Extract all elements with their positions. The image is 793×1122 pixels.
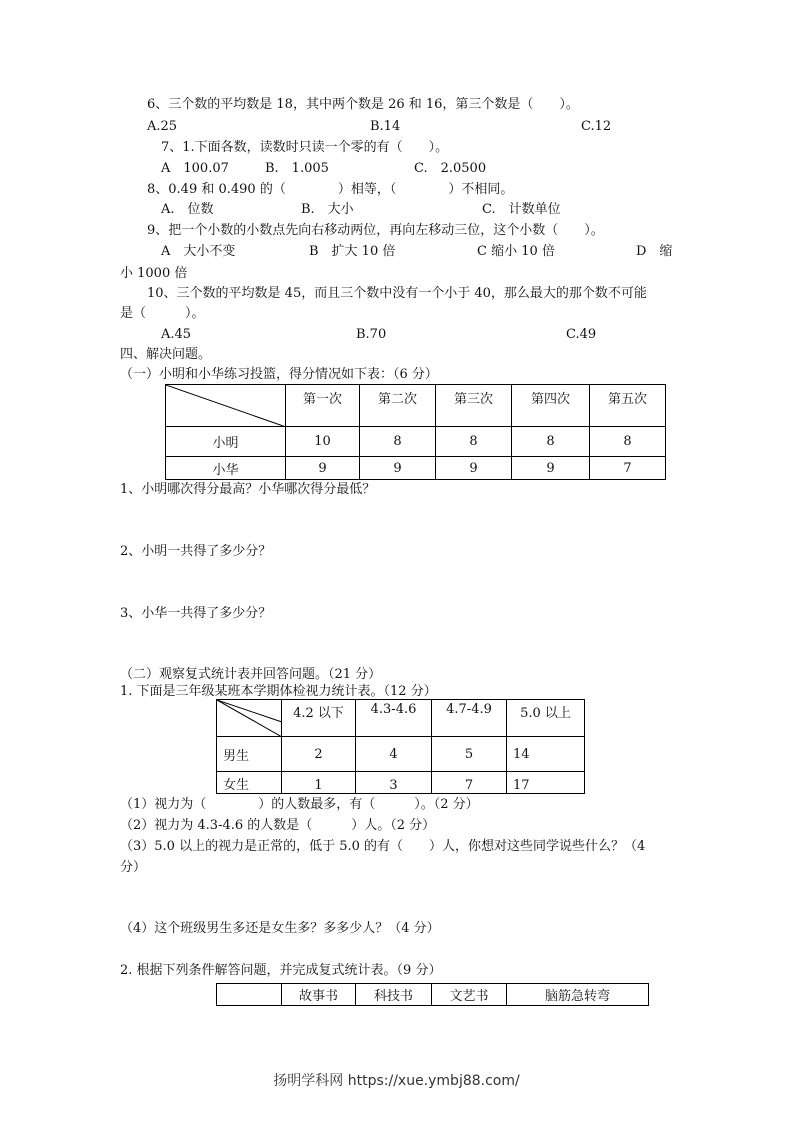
table-cell: 9 [436, 457, 512, 480]
table-header: 第一次 [286, 385, 360, 427]
table-cell: 10 [286, 427, 360, 457]
q6-text: 6、三个数的平均数是 18，其中两个数是 26 和 16，第三个数是（ ）。 [147, 97, 579, 112]
diagonal-lines-icon [217, 700, 282, 737]
part2-subquestion-1: （1）视力为（ ）的人数最多，有（ ）。（2 分） [120, 797, 479, 812]
table-cell: 7 [432, 772, 507, 794]
part1-intro: （一）小明和小华练习投篮，得分情况如下表：（6 分） [120, 367, 438, 382]
table-header: 5.0 以上 [507, 700, 585, 737]
table-cell: 8 [512, 427, 590, 457]
table-row [217, 737, 585, 772]
q7-option-a: A 100.07 [161, 161, 229, 176]
table-row [217, 772, 585, 794]
part1-question-3: 3、小华一共得了多少分？ [120, 606, 272, 621]
q8-option-c: C. 计数单位 [482, 202, 561, 217]
table-header: 脑筋急转弯 [507, 984, 649, 1006]
table-cell: 8 [590, 427, 666, 457]
table-cell: 1 [282, 772, 356, 794]
part1-question-1: 1、小明哪次得分最高？小华哪次得分最低？ [120, 482, 376, 497]
table-header: 科技书 [356, 984, 432, 1006]
table-cell: 4 [356, 737, 432, 772]
q7-text: 7、1.下面各数，读数时只读一个零的有（ ）。 [161, 140, 449, 155]
table-cell: 5 [432, 737, 507, 772]
page-footer: 扬明学科网 https://xue.ymbj88.com/ [273, 1073, 520, 1089]
q9-option-b: B 扩大 10 倍 [309, 244, 396, 259]
q7-option-b: B. 1.005 [265, 161, 329, 176]
table-cell: 17 [507, 772, 585, 794]
table-row [166, 457, 666, 480]
q10-option-a: A.45 [161, 327, 192, 342]
q6-option-b: B.14 [370, 119, 401, 134]
q10-option-c: C.49 [566, 327, 597, 342]
table-header: 第三次 [436, 385, 512, 427]
table-header: 4.7-4.9 [432, 700, 507, 737]
row-label: 男生 [217, 737, 282, 772]
table-cell: 7 [590, 457, 666, 480]
q9-option-c: C 缩小 10 倍 [477, 244, 555, 259]
q10-text: 10、三个数的平均数是 45，而且三个数中没有一个小于 40，那么最大的那个数不可能 [147, 286, 647, 301]
table-cell: 3 [356, 772, 432, 794]
table-header: 4.2 以下 [282, 700, 356, 737]
q10-option-b: B.70 [356, 327, 387, 342]
part2-subquestion-2: （2）视力为 4.3-4.6 的人数是（ ）人。（2 分） [120, 818, 436, 833]
table-corner-cell [217, 700, 282, 737]
part2-intro: （二）观察复式统计表并回答问题。（21 分） [120, 667, 382, 682]
q6-option-a: A.25 [147, 119, 178, 134]
q10-continuation: 是（ ）。 [120, 306, 205, 321]
q9-option-a: A 大小不变 [161, 244, 236, 259]
table-corner-cell [166, 385, 286, 427]
table-row [166, 427, 666, 457]
part1-question-2: 2、小明一共得了多少分？ [120, 544, 272, 559]
part2-subquestion-3-continuation: 分） [120, 860, 147, 875]
table-header: 第四次 [512, 385, 590, 427]
q7-option-c: C. 2.0500 [414, 161, 487, 176]
q8-option-b: B. 大小 [301, 202, 354, 217]
table-header [217, 984, 282, 1006]
row-label: 女生 [217, 772, 282, 794]
table-cell: 9 [512, 457, 590, 480]
table-header: 文艺书 [432, 984, 507, 1006]
row-label: 小华 [166, 457, 286, 480]
row-label: 小明 [166, 427, 286, 457]
book-stats-table [216, 983, 649, 1006]
q9-text: 9、把一个小数的小数点先向右移动两位，再向左移动三位，这个小数（ ）。 [147, 223, 604, 238]
q8-option-a: A. 位数 [161, 202, 214, 217]
diagonal-line-icon [166, 385, 286, 427]
section-title: 四、解决问题。 [120, 347, 212, 362]
table-header: 第二次 [360, 385, 436, 427]
basketball-score-table [165, 384, 666, 480]
table-cell: 8 [360, 427, 436, 457]
q9-option-d: D 缩 [636, 244, 673, 259]
part2-item-2: 2. 根据下列条件解答问题，并完成复式统计表。（9 分） [120, 963, 442, 978]
table-cell: 14 [507, 737, 585, 772]
q9-continuation: 小 1000 倍 [120, 266, 188, 281]
table-header: 故事书 [282, 984, 356, 1006]
part2-item-1: 1. 下面是三年级某班本学期体检视力统计表。（12 分） [120, 684, 437, 699]
q8-text: 8、0.49 和 0.490 的（ ）相等，（ ）不相同。 [147, 182, 514, 197]
eyesight-table [216, 699, 585, 794]
table-cell: 2 [282, 737, 356, 772]
part2-subquestion-3: （3）5.0 以上的视力是正常的，低于 5.0 的有（ ）人，你想对这些同学说些什么？（4 [120, 839, 646, 854]
table-header: 第五次 [590, 385, 666, 427]
table-cell: 8 [436, 427, 512, 457]
q6-option-c: C.12 [581, 119, 612, 134]
part2-subquestion-4: （4）这个班级男生多还是女生多？多多少人？（4 分） [120, 921, 440, 936]
table-cell: 9 [286, 457, 360, 480]
table-cell: 9 [360, 457, 436, 480]
table-header: 4.3-4.6 [356, 700, 432, 737]
